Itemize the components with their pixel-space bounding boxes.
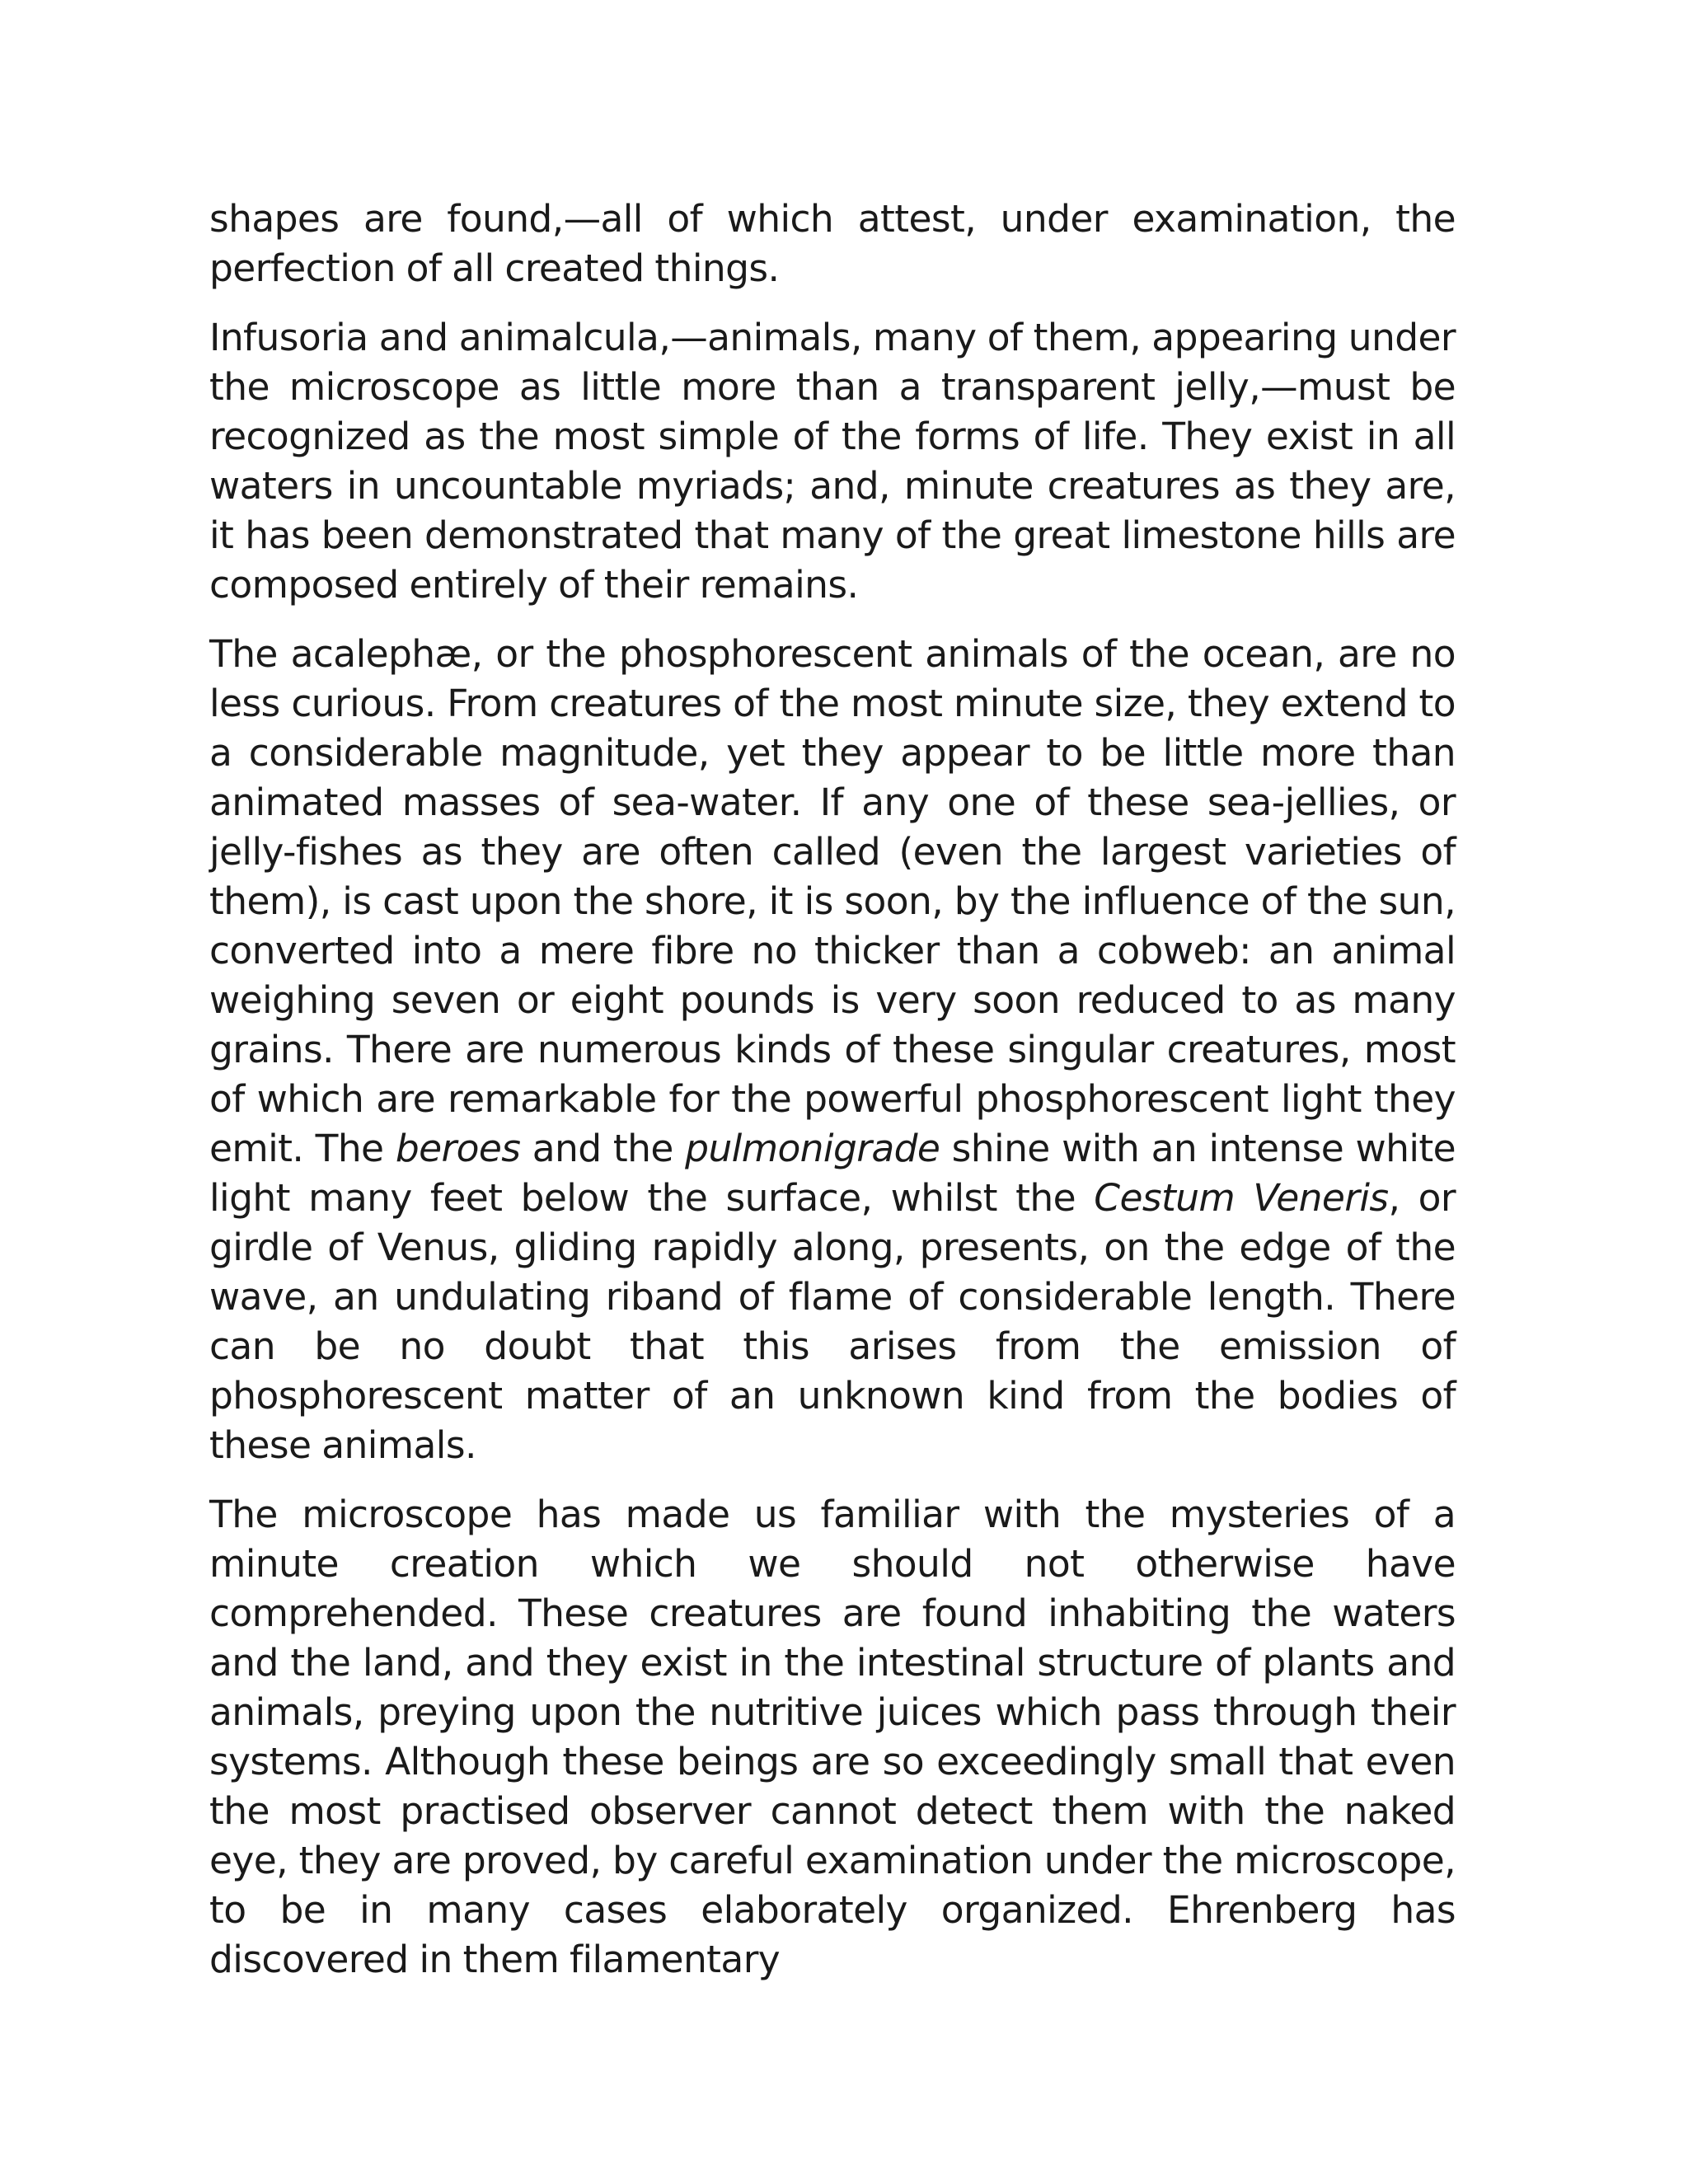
text-segment: , or girdle of Venus, gliding rapidly along, presents, on the edge of the wave, an undulating riband of flame of considerable length. There can be no doubt that this arises from the emission of phosphorescent matter of an unknown kind from the bodies of these animals. (209, 1176, 1456, 1467)
page-body (209, 194, 1456, 1985)
paragraph-infusoria: Infusoria and animalcula,—animals, many of them, appearing under the microscope as little more than a transparent jelly,—must be recognized as the most simple of the forms of life. They exist in all waters in uncountable myriads; and, minute creatures as they are, it has been demonstrated that many of the great limestone hills are composed entirely of their remains. (209, 316, 1456, 607)
paragraph-shapes: shapes are found,—all of which attest, under examination, the perfection of all created things. (209, 197, 1456, 290)
paragraph-acalephae (209, 630, 1456, 1470)
italic-term-beroes: beroes (395, 1127, 521, 1170)
text-segment: shine with an intense white light many feet below the surface, whilst the (209, 1127, 1456, 1220)
italic-term-cestum-veneris: Cestum Veneris (1094, 1176, 1389, 1220)
text-segment: and the (520, 1127, 686, 1170)
paragraph-microscope: The microscope has made us familiar with the mysteries of a minute creation which we should not otherwise have comprehended. These creatures are found inhabiting the waters and the land, and they exist in the intestinal structure of plants and animals, preying upon the nutritive juices which pass through their systems. Although these beings are so exceedingly small that even the most practised observer cannot detect them with the naked eye, they are proved, by careful examination under the microscope, to be in many cases elaborately organized. Ehrenberg has discovered in them filamentary (209, 1493, 1456, 1981)
text-segment: The acalephæ, or the phosphorescent animals of the ocean, are no less curious. From creatures of the most minute size, they extend to a considerable magnitude, yet they appear to be little more than animated masses of sea-water. If any one of these sea-jellies, or jelly-fishes as they are often called (even the largest varieties of them), is cast upon the shore, it is soon, by the influence of the sun, converted into a mere fibre no thicker than a cobweb: an animal weighing seven or eight pounds is very soon reduced to as many grains. There are numerous kinds of these singular creatures, most of which are remarkable for the powerful phosphorescent light they emit. The (209, 632, 1456, 1170)
italic-term-pulmonigrade: pulmonigrade (685, 1127, 940, 1170)
